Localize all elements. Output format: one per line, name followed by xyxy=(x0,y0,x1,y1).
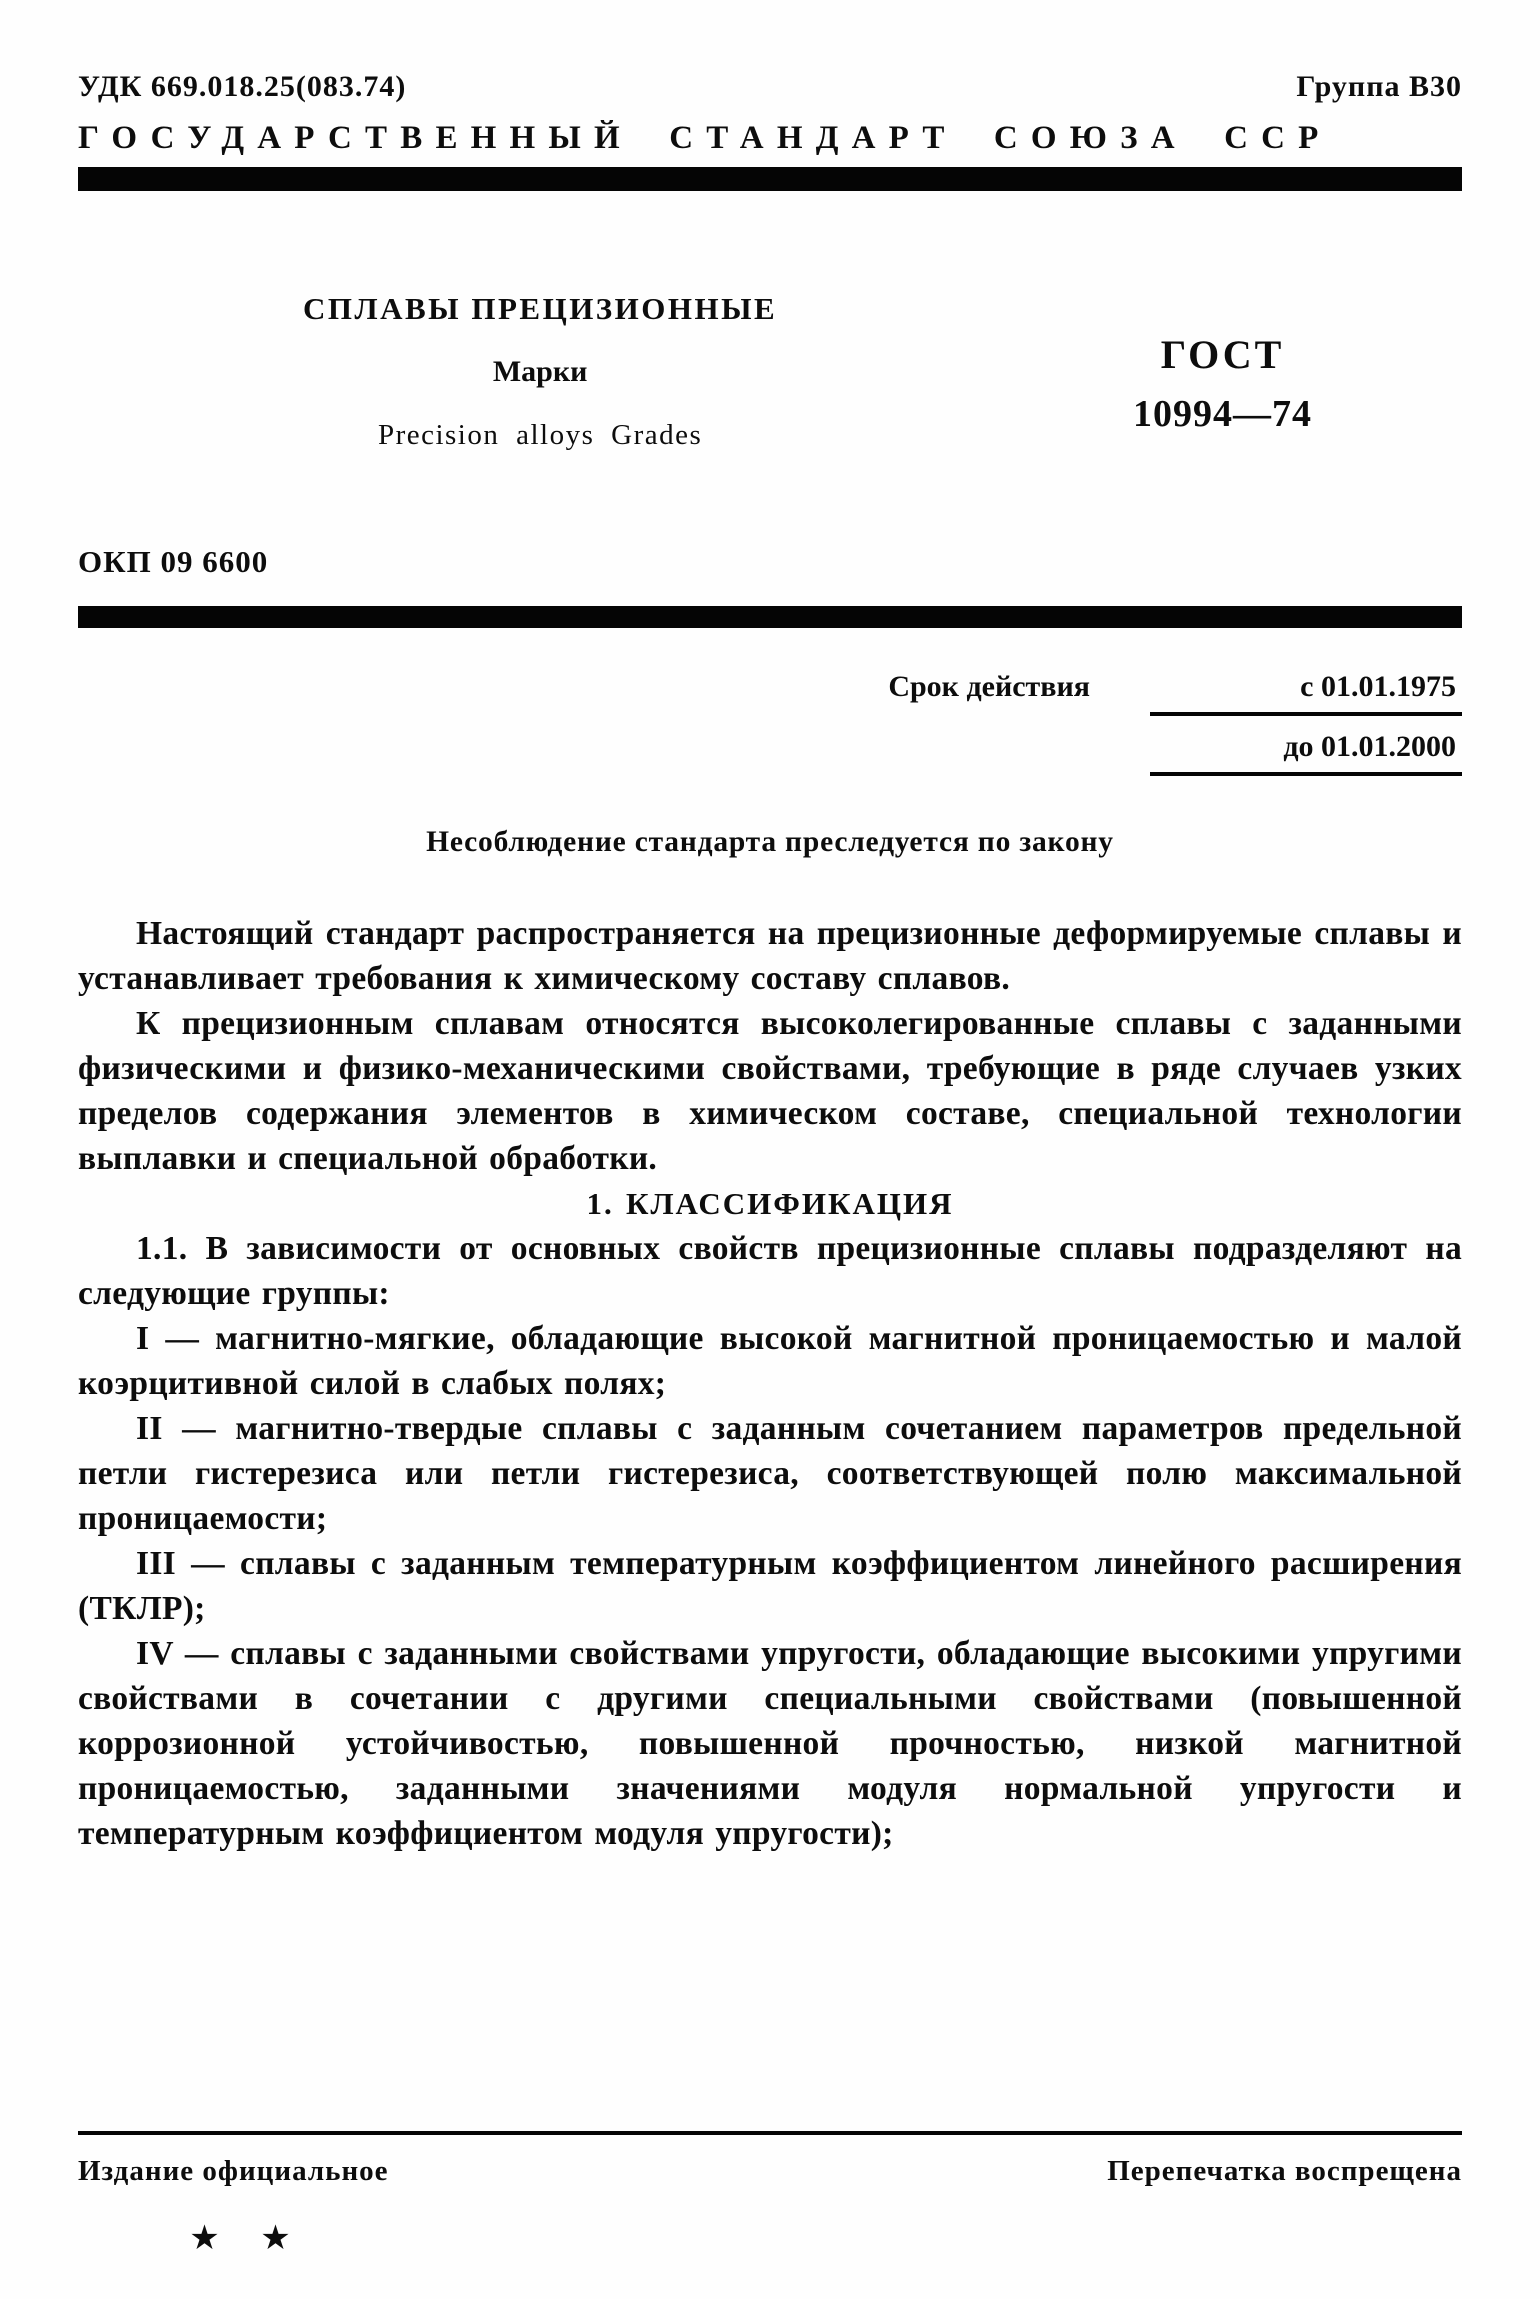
section-heading-classification: 1. КЛАССИФИКАЦИЯ xyxy=(586,1186,954,1221)
validity-label: Срок действия xyxy=(888,670,1090,703)
group-item-1: I — магнитно-мягкие, обладающие высокой магнитной проницаемостью и малой коэрцитивной силой в слабых полях; xyxy=(78,1320,1462,1402)
document-subtitle: Марки xyxy=(492,355,588,388)
gost-designation-block xyxy=(1133,331,1312,452)
gost-label: ГОСТ xyxy=(1160,332,1285,377)
intro-paragraph: Настоящий стандарт распространяется на прецизионные деформируемые сплавы и устанавливает требования к химическому составу сплавов. xyxy=(78,915,1462,997)
top-line xyxy=(78,70,1462,104)
state-standard-header: ГОСУДАРСТВЕННЫЙ СТАНДАРТ СОЮЗА ССР xyxy=(78,120,1332,156)
document-title: СПЛАВЫ ПРЕЦИЗИОННЫЕ xyxy=(303,291,778,326)
stars-icon: ★ ★ xyxy=(189,2220,307,2257)
validity-date-to: до 01.01.2000 xyxy=(1150,730,1462,776)
udk-code: УДК 669.018.25(083.74) xyxy=(78,70,407,103)
document-title-english: Precision alloys Grades xyxy=(377,419,703,451)
footer-line xyxy=(78,2155,1462,2188)
separator-bar-top xyxy=(78,167,1462,191)
footer-rule xyxy=(78,2131,1462,2135)
validity-date-from: с 01.01.1975 xyxy=(1150,670,1462,716)
gost-number: 10994—74 xyxy=(1133,393,1312,435)
legal-notice: Несоблюдение стандарта преследуется по закону xyxy=(426,826,1114,858)
group-item-3: III — сплавы с заданным температурным коэффициентом линейного расширения (ТКЛР); xyxy=(78,1545,1462,1627)
group-item-4: IV — сплавы с заданными свойствами упругости, обладающие высокими упругими свойствами в сочетании с другими специальными свойствами (повышенной коррозионной устойчивостью, повышенной прочностью, низкой магнитной проницаемостью, заданными значениями модуля нормальной упругости и температурным коэффициентом модуля упругости); xyxy=(78,1635,1462,1852)
document-body xyxy=(78,911,1462,1856)
scope-paragraph: К прецизионным сплавам относятся высоколегированные сплавы с заданными физическими и физико-механическими свойствами, требующие в ряде случаев узких пределов содержания элементов в химическом составе, специальной технологии выплавки и специальной обработки. xyxy=(78,1005,1462,1177)
separator-bar-middle xyxy=(78,606,1462,628)
clause-1-1: 1.1. В зависимости от основных свойств прецизионные сплавы подразделяют на следующие группы: xyxy=(78,1230,1462,1312)
footer-official-edition: Издание официальное xyxy=(78,2155,389,2187)
validity-block xyxy=(78,670,1462,776)
group-item-2: II — магнитно-твердые сплавы с заданным сочетанием параметров предельной петли гистерезиса или петли гистерезиса, соответствующей полю максимальной проницаемости; xyxy=(78,1410,1462,1537)
title-block xyxy=(78,291,1462,452)
title-left-column xyxy=(303,291,777,452)
okp-code: ОКП 09 6600 xyxy=(78,544,269,579)
validity-row-from xyxy=(78,670,1462,716)
group-code: Группа В30 xyxy=(1296,70,1462,103)
footer-reprint-forbidden: Перепечатка воспрещена xyxy=(1107,2155,1462,2187)
validity-row-to xyxy=(78,730,1462,776)
